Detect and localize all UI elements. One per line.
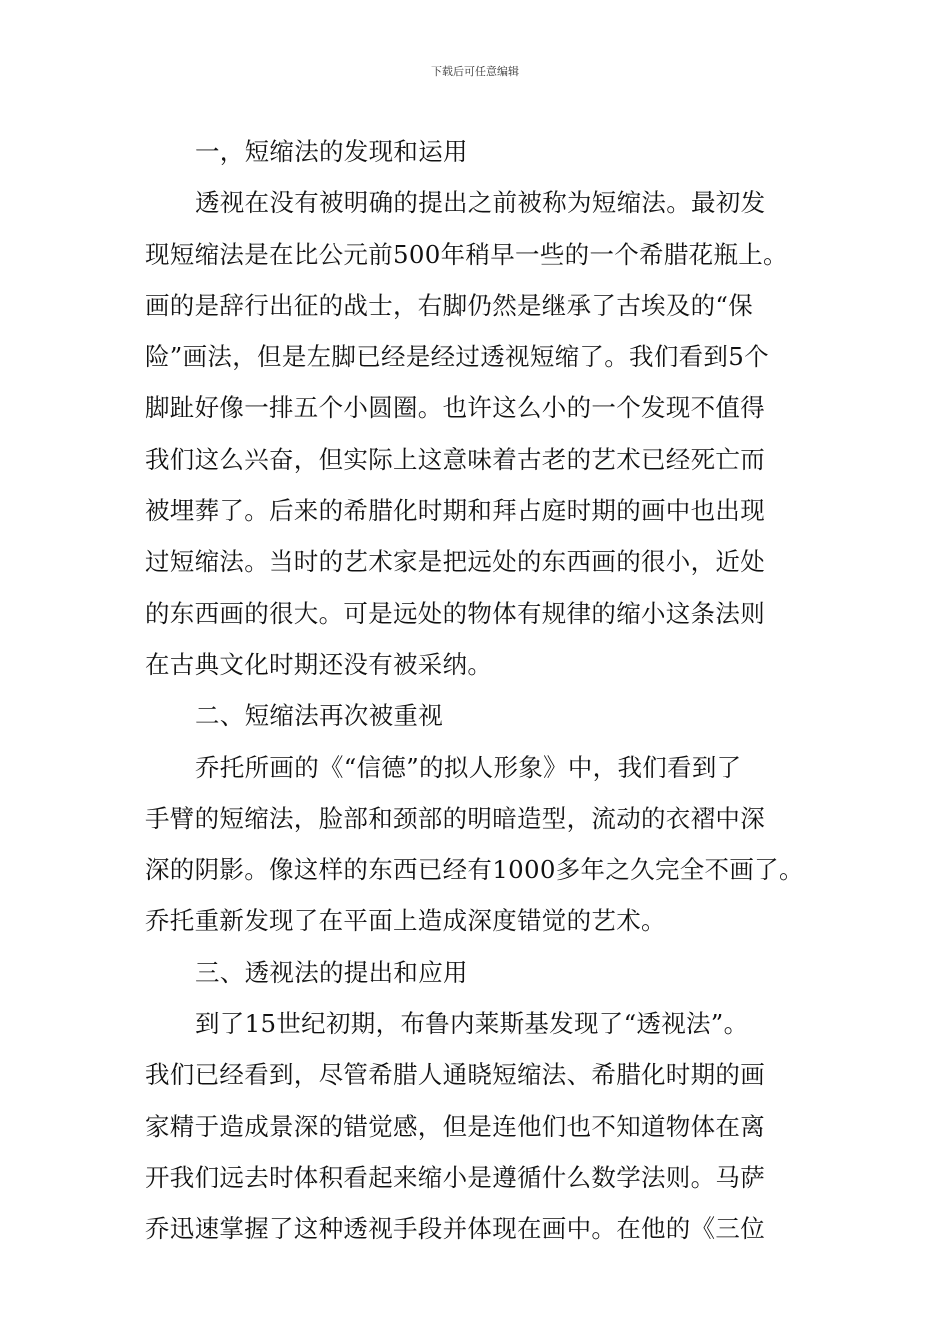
paragraph-line: 到了15世纪初期，布鲁内莱斯基发现了“透视法”。 <box>195 1009 749 1039</box>
paragraph-line: 画的是辞行出征的战士，右脚仍然是继承了古埃及的“保 <box>145 290 754 320</box>
paragraph-line: 现短缩法是在比公元前500年稍早一些的一个希腊花瓶上。 <box>145 239 788 269</box>
document-body <box>145 126 815 1255</box>
paragraph-line: 脚趾好像一排五个小圆圈。也许这么小的一个发现不值得 <box>145 393 765 423</box>
section-heading-3: 三、透视法的提出和应用 <box>195 957 468 987</box>
paragraph-line: 在古典文化时期还没有被采纳。 <box>145 649 493 679</box>
paragraph-line: 透视在没有被明确的提出之前被称为短缩法。最初发 <box>195 188 766 218</box>
paragraph-line: 我们已经看到，尽管希腊人通晓短缩法、希腊化时期的画 <box>145 1060 765 1090</box>
paragraph-line: 乔托所画的《“信德”的拟人形象》中，我们看到了 <box>195 752 742 782</box>
paragraph-line: 险”画法，但是左脚已经是经过透视短缩了。我们看到5个 <box>145 342 769 372</box>
section-heading-2: 二、短缩法再次被重视 <box>195 701 443 731</box>
paragraph-line: 乔托重新发现了在平面上造成深度错觉的艺术。 <box>145 906 666 936</box>
section-heading-1: 一，短缩法的发现和运用 <box>195 137 468 166</box>
paragraph-line: 乔迅速掌握了这种透视手段并体现在画中。在他的《三位 <box>145 1214 765 1244</box>
paragraph-line: 深的阴影。像这样的东西已经有1000多年之久完全不画了。 <box>145 855 804 885</box>
paragraph-line: 家精于造成景深的错觉感，但是连他们也不知道物体在离 <box>145 1111 765 1141</box>
paragraph-line: 过短缩法。当时的艺术家是把远处的东西画的很小，近处 <box>145 547 765 577</box>
paragraph-line: 被埋葬了。后来的希腊化时期和拜占庭时期的画中也出现 <box>145 496 765 526</box>
paragraph-line: 开我们远去时体积看起来缩小是遵循什么数学法则。马萨 <box>145 1162 765 1192</box>
paragraph-line: 手臂的短缩法，脸部和颈部的明暗造型，流动的衣褶中深 <box>145 803 765 833</box>
page-header: 下载后可任意编辑 <box>431 65 519 78</box>
paragraph-line: 的东西画的很大。可是远处的物体有规律的缩小这条法则 <box>145 598 765 628</box>
paragraph-line: 我们这么兴奋，但实际上这意味着古老的艺术已经死亡而 <box>145 444 765 474</box>
